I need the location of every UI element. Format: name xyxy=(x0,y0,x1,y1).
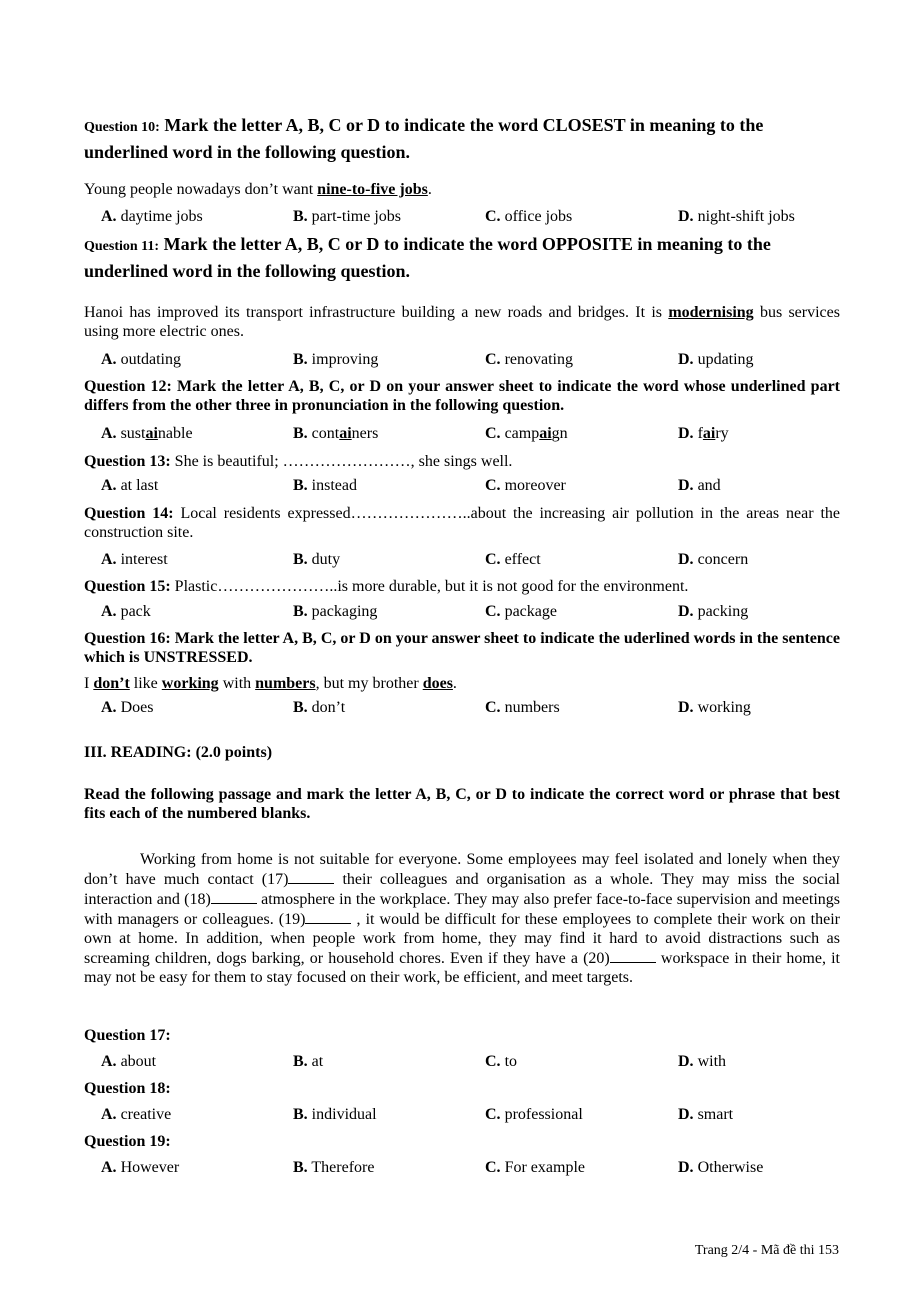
option-c[interactable]: C. office jobs xyxy=(485,208,573,225)
option-c[interactable]: C. package xyxy=(485,603,557,620)
stem-text: Local residents expressed…………………..about the increasing air pollution in the areas near the construction site. xyxy=(84,505,841,541)
blank-19 xyxy=(305,909,351,924)
option-b[interactable]: B. at xyxy=(293,1053,324,1070)
option-d[interactable]: D. night-shift jobs xyxy=(678,208,795,225)
question-10-heading xyxy=(84,113,840,164)
option-d[interactable]: D. packing xyxy=(678,603,749,620)
underlined-word: don’t xyxy=(93,675,130,692)
option-b[interactable]: B. instead xyxy=(293,477,357,494)
option-a[interactable]: A. However xyxy=(101,1159,180,1176)
option-a[interactable]: A. creative xyxy=(101,1106,172,1123)
question-18-label: Question 18: xyxy=(84,1080,171,1097)
question-11-stem xyxy=(84,303,840,341)
stem-text: Young people nowadays don’t want xyxy=(84,181,318,198)
option-a[interactable]: A. pack xyxy=(101,603,151,620)
reading-passage: Working from home is not suitable for everyone. Some employees may feel isolated and lonely when they don’t have much contact (17) their colleagues and organisation as a whole. They may miss the social interaction and (18) atmosphere in the workplace. They may also prefer face-to-face supervision and meetings with managers or colleagues. (19) , it would be difficult for these employees to complete their work on their own at home. In addition, when people work from home, they may find it hard to avoid distractions such as screaming children, dogs barking, or household chores. Even if they have a (20) workspace in their home, it may not be easy for them to stay focused on their work, be efficient, and meet targets. xyxy=(84,851,840,986)
question-number: Question 10: xyxy=(84,120,160,135)
option-a[interactable]: A. Does xyxy=(101,699,154,716)
option-c[interactable]: C. numbers xyxy=(485,699,560,716)
option-a[interactable]: A. about xyxy=(101,1053,157,1070)
option-c[interactable]: C. renovating xyxy=(485,351,573,368)
question-10-stem xyxy=(84,180,840,199)
option-a[interactable]: A. sustainable xyxy=(101,425,193,442)
option-b[interactable]: B. improving xyxy=(293,351,379,368)
question-16-heading: Question 16: Mark the letter A, B, C, or D on your answer sheet to indicate the uderlined words in the sentence which is UNSTRESSED. xyxy=(84,630,840,666)
question-13-stem xyxy=(84,452,840,471)
question-14-stem xyxy=(84,504,840,542)
option-c[interactable]: C. professional xyxy=(485,1106,583,1123)
question-17-label: Question 17: xyxy=(84,1027,171,1044)
underlined-word: modernising xyxy=(668,304,754,321)
question-10-options xyxy=(101,208,841,228)
option-b[interactable]: B. duty xyxy=(293,551,341,568)
option-c[interactable]: C. effect xyxy=(485,551,541,568)
question-12-options xyxy=(101,425,841,445)
option-c[interactable]: C. to xyxy=(485,1053,518,1070)
page-footer: Trang 2/4 - Mã đề thi 153 xyxy=(694,1243,839,1258)
option-d[interactable]: D. concern xyxy=(678,551,749,568)
question-14-options xyxy=(101,551,841,571)
option-d[interactable]: D. updating xyxy=(678,351,754,368)
option-b[interactable]: B. packaging xyxy=(293,603,378,620)
option-b[interactable]: B. containers xyxy=(293,425,379,442)
question-number: Question 11: xyxy=(84,239,160,254)
option-d[interactable]: D. and xyxy=(678,477,721,494)
stem-text: Hanoi has improved its transport infrastructure building a new roads and bridges. It is xyxy=(84,304,669,321)
option-c[interactable]: C. moreover xyxy=(485,477,566,494)
option-a[interactable]: A. outdating xyxy=(101,351,181,368)
option-b[interactable]: B. don’t xyxy=(293,699,346,716)
question-11-options xyxy=(101,351,841,371)
question-number: Question 15: xyxy=(84,578,171,595)
question-15-stem xyxy=(84,577,840,596)
question-17-options xyxy=(101,1053,841,1073)
blank-18 xyxy=(211,889,257,904)
option-b[interactable]: B. individual xyxy=(293,1106,377,1123)
question-11-heading xyxy=(84,232,840,283)
option-a[interactable]: A. daytime jobs xyxy=(101,208,203,225)
question-13-options xyxy=(101,477,841,497)
question-19-label: Question 19: xyxy=(84,1133,171,1150)
section-heading: III. READING: (2.0 points) xyxy=(84,744,273,761)
blank-20 xyxy=(610,948,656,963)
stem-text: bus services using more electric ones. xyxy=(84,304,840,340)
question-number: Question 13: xyxy=(84,453,171,470)
question-instruction: Mark the letter A, B, C or D to indicate the word CLOSEST in meaning to the underlined word in the following question. xyxy=(84,115,764,162)
option-a[interactable]: A. at last xyxy=(101,477,159,494)
stem-text: Plastic…………………..is more durable, but it is not good for the environment. xyxy=(170,578,689,595)
question-12-heading: Question 12: Mark the letter A, B, C, or D on your answer sheet to indicate the word whose underlined part differs from the other three in pronunciation in the following question. xyxy=(84,378,840,414)
question-instruction: Mark the letter A, B, C or D to indicate the word OPPOSITE in meaning to the underlined word in the following question. xyxy=(84,234,771,281)
stem-text: . xyxy=(427,181,432,198)
question-19-options xyxy=(101,1159,841,1179)
option-b[interactable]: B. Therefore xyxy=(293,1159,375,1176)
stem-text: She is beautiful; ……………………, she sings well. xyxy=(170,453,513,470)
question-18-options xyxy=(101,1106,841,1126)
option-b[interactable]: B. part-time jobs xyxy=(293,208,401,225)
option-d[interactable]: D. smart xyxy=(678,1106,734,1123)
question-number: Question 14: xyxy=(84,505,174,522)
blank-17 xyxy=(288,869,334,884)
option-d[interactable]: D. working xyxy=(678,699,751,716)
option-d[interactable]: D. fairy xyxy=(678,425,729,442)
underlined-word: numbers xyxy=(255,675,316,692)
option-a[interactable]: A. interest xyxy=(101,551,168,568)
underlined-phrase: nine-to-five jobs xyxy=(317,181,428,198)
question-16-sentence: I don’t like working with numbers, but my brother does. xyxy=(84,675,457,692)
option-d[interactable]: D. Otherwise xyxy=(678,1159,764,1176)
option-c[interactable]: C. For example xyxy=(485,1159,585,1176)
option-c[interactable]: C. campaign xyxy=(485,425,568,442)
reading-instruction: Read the following passage and mark the letter A, B, C, or D to indicate the correct word or phrase that best fits each of the numbered blanks. xyxy=(84,786,840,822)
question-16-options xyxy=(101,699,841,719)
underlined-word: does xyxy=(422,675,453,692)
question-15-options xyxy=(101,603,841,623)
underlined-word: working xyxy=(161,675,219,692)
option-d[interactable]: D. with xyxy=(678,1053,727,1070)
